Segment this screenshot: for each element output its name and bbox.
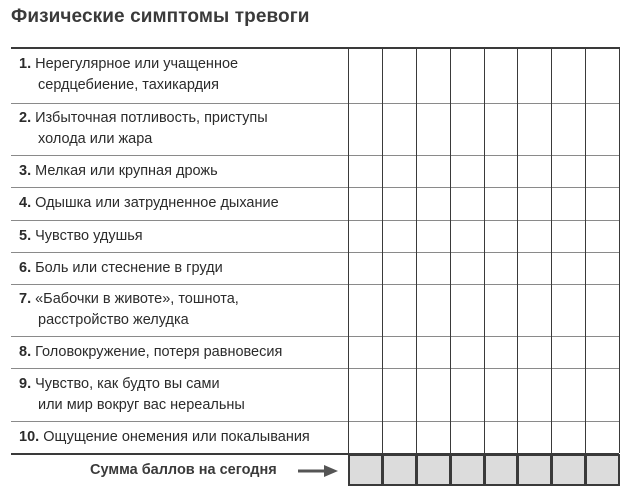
total-score-label: Сумма баллов на сегодня [90, 462, 277, 478]
symptom-rating-cell[interactable] [383, 221, 416, 252]
symptom-label [19, 161, 218, 182]
symptom-rating-cell[interactable] [349, 422, 382, 453]
symptom-rating-cell[interactable] [552, 188, 585, 220]
symptom-number: 3. [19, 163, 32, 179]
symptom-rating-cell[interactable] [451, 48, 484, 103]
symptom-rating-cell[interactable] [451, 422, 484, 453]
symptom-rating-cell[interactable] [383, 285, 416, 336]
symptom-rating-cell[interactable] [349, 104, 382, 155]
symptom-text: Нерегулярное или учащенное [31, 56, 239, 72]
symptom-rating-cell[interactable] [586, 253, 619, 284]
symptom-rating-cell[interactable] [451, 221, 484, 252]
symptom-number: 4. [19, 195, 32, 211]
symptom-rating-cell[interactable] [586, 48, 619, 103]
symptom-rating-cell[interactable] [552, 422, 585, 453]
symptom-label [19, 54, 238, 96]
symptom-text: Чувство удушья [31, 228, 143, 244]
symptom-rating-cell[interactable] [451, 285, 484, 336]
symptom-number: 6. [19, 260, 32, 276]
symptom-text-continued: расстройство желудка [38, 312, 189, 328]
symptom-text-continued: или мир вокруг вас нереальны [38, 397, 245, 413]
symptom-rating-cell[interactable] [518, 369, 551, 421]
symptom-rating-cell[interactable] [417, 422, 450, 453]
symptom-rating-cell[interactable] [417, 337, 450, 368]
symptom-label [19, 258, 223, 279]
symptom-number: 10. [19, 429, 40, 445]
symptom-rating-cell[interactable] [552, 369, 585, 421]
symptom-rating-cell[interactable] [518, 221, 551, 252]
symptom-rating-cell[interactable] [518, 104, 551, 155]
symptom-number: 8. [19, 344, 32, 360]
total-score-cell[interactable] [348, 454, 383, 486]
symptom-label [19, 427, 310, 448]
total-score-cell[interactable] [585, 454, 620, 486]
symptom-text-continued: холода или жара [38, 131, 153, 147]
total-score-cell[interactable] [382, 454, 417, 486]
symptom-rating-cell[interactable] [586, 285, 619, 336]
total-score-cell[interactable] [517, 454, 552, 486]
symptom-text: Мелкая или крупная дрожь [31, 163, 218, 179]
symptom-rating-cell[interactable] [518, 253, 551, 284]
symptom-rating-cell[interactable] [518, 188, 551, 220]
symptom-rating-cell[interactable] [417, 188, 450, 220]
symptom-rating-cell[interactable] [383, 337, 416, 368]
symptom-rating-cell[interactable] [586, 337, 619, 368]
symptom-rating-cell[interactable] [349, 253, 382, 284]
symptom-rating-cell[interactable] [518, 156, 551, 187]
symptom-rating-cell[interactable] [552, 253, 585, 284]
symptom-rating-cell[interactable] [349, 48, 382, 103]
page-title: Физические симптомы тревоги [11, 6, 310, 27]
symptom-rating-cell[interactable] [586, 369, 619, 421]
symptom-rating-cell[interactable] [552, 221, 585, 252]
symptom-rating-cell[interactable] [383, 156, 416, 187]
total-score-cell[interactable] [416, 454, 451, 486]
symptom-rating-cell[interactable] [518, 337, 551, 368]
total-score-cell[interactable] [450, 454, 485, 486]
symptom-text: Избыточная потливость, приступы [31, 110, 268, 126]
symptom-rating-cell[interactable] [417, 156, 450, 187]
symptom-text: Головокружение, потеря равновесия [31, 344, 283, 360]
symptom-rating-cell[interactable] [586, 188, 619, 220]
symptom-rating-cell[interactable] [349, 337, 382, 368]
symptom-rating-cell[interactable] [383, 422, 416, 453]
symptom-rating-cell[interactable] [417, 253, 450, 284]
symptom-rating-cell[interactable] [552, 48, 585, 103]
symptom-rating-cell[interactable] [518, 285, 551, 336]
symptom-rating-cell[interactable] [518, 48, 551, 103]
symptom-rating-cell[interactable] [485, 369, 518, 421]
symptom-rating-cell[interactable] [518, 422, 551, 453]
total-score-cell[interactable] [484, 454, 518, 486]
total-score-cell[interactable] [551, 454, 586, 486]
symptom-rating-cell[interactable] [485, 422, 518, 453]
symptom-text-continued: сердцебиение, тахикардия [38, 77, 220, 93]
symptom-label [19, 193, 279, 214]
symptom-rating-cell[interactable] [451, 188, 484, 220]
symptom-label [19, 226, 143, 247]
symptom-rating-cell[interactable] [485, 285, 518, 336]
symptom-rating-cell[interactable] [485, 156, 518, 187]
symptom-number: 5. [19, 228, 32, 244]
symptom-rating-cell[interactable] [417, 369, 450, 421]
symptom-text: Боль или стеснение в груди [31, 260, 223, 276]
symptom-rating-cell[interactable] [485, 253, 518, 284]
symptom-rating-cell[interactable] [349, 156, 382, 187]
symptom-rating-cell[interactable] [552, 285, 585, 336]
symptom-rating-cell[interactable] [383, 48, 416, 103]
symptom-rating-cell[interactable] [383, 104, 416, 155]
symptom-rating-cell[interactable] [485, 337, 518, 368]
column-divider [619, 47, 620, 453]
symptom-text: Ощущение онемения или покалывания [39, 429, 310, 445]
symptom-label [19, 289, 239, 331]
symptom-rating-cell[interactable] [485, 221, 518, 252]
symptom-rating-cell[interactable] [451, 337, 484, 368]
symptom-rating-cell[interactable] [586, 221, 619, 252]
symptom-number: 9. [19, 376, 32, 392]
symptom-rating-cell[interactable] [485, 104, 518, 155]
symptom-number: 7. [19, 291, 32, 307]
symptom-text: Одышка или затрудненное дыхание [31, 195, 279, 211]
symptom-label [19, 374, 245, 416]
symptom-rating-cell[interactable] [349, 188, 382, 220]
symptom-rating-cell[interactable] [451, 253, 484, 284]
symptom-rating-cell[interactable] [485, 48, 518, 103]
right-arrow-icon [298, 465, 338, 477]
symptom-number: 2. [19, 110, 32, 126]
symptom-text: «Бабочки в животе», тошнота, [31, 291, 239, 307]
symptom-rating-cell[interactable] [485, 188, 518, 220]
symptom-rating-cell[interactable] [552, 156, 585, 187]
symptom-rating-cell[interactable] [417, 104, 450, 155]
symptom-rating-cell[interactable] [586, 422, 619, 453]
symptom-text: Чувство, как будто вы сами [31, 376, 220, 392]
symptom-number: 1. [19, 56, 32, 72]
symptom-rating-cell[interactable] [383, 369, 416, 421]
symptom-rating-cell[interactable] [349, 369, 382, 421]
symptom-rating-cell[interactable] [349, 285, 382, 336]
symptom-rating-cell[interactable] [552, 337, 585, 368]
symptom-rating-cell[interactable] [586, 104, 619, 155]
symptom-label [19, 108, 268, 150]
symptom-label [19, 342, 282, 363]
symptom-rating-cell[interactable] [586, 156, 619, 187]
symptom-rating-cell[interactable] [451, 369, 484, 421]
symptom-rating-cell[interactable] [417, 221, 450, 252]
symptom-rating-cell[interactable] [451, 156, 484, 187]
symptom-rating-cell[interactable] [349, 221, 382, 252]
symptom-rating-cell[interactable] [552, 104, 585, 155]
symptom-rating-cell[interactable] [417, 48, 450, 103]
symptom-rating-cell[interactable] [383, 253, 416, 284]
symptom-rating-cell[interactable] [383, 188, 416, 220]
symptom-rating-cell[interactable] [417, 285, 450, 336]
symptom-rating-cell[interactable] [451, 104, 484, 155]
